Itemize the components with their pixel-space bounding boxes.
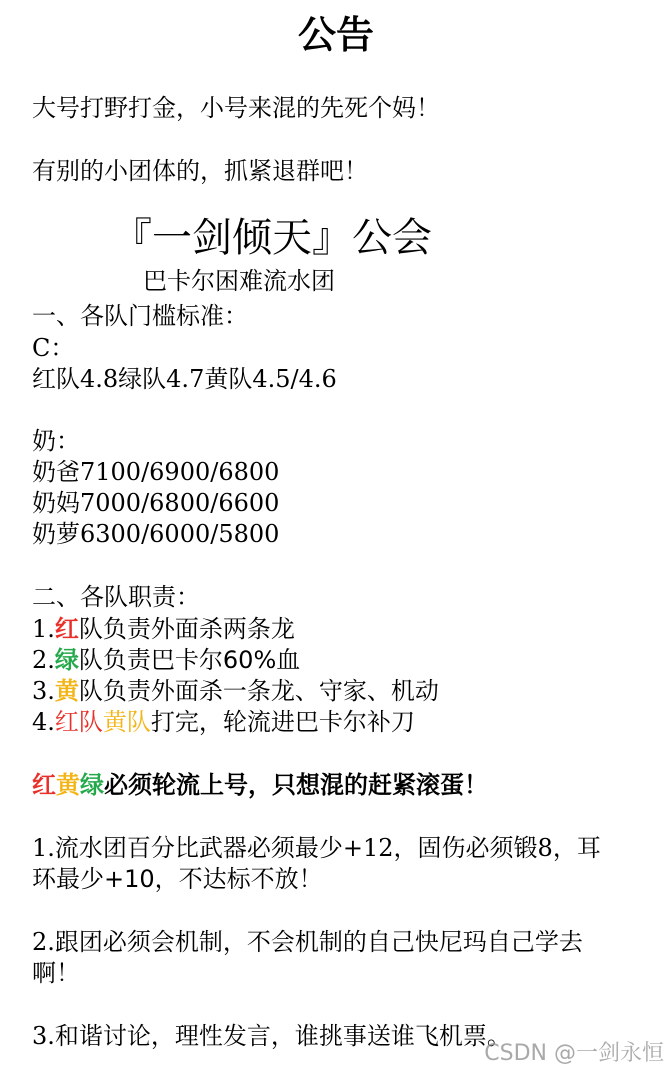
intro-line-2: 有别的小团体的，抓紧退群吧！: [32, 157, 368, 185]
duty-3: [32, 676, 439, 706]
duty-4-text: 打完，轮流进巴卡尔补刀: [150, 708, 415, 736]
section2-heading: 二、各队职责：: [32, 583, 200, 611]
csdn-watermark: CSDN @一剑永恒: [484, 1041, 664, 1066]
duty-2-text: 队负责巴卡尔60%血: [78, 646, 301, 674]
guild-subtitle: 巴卡尔困难流水团: [143, 267, 335, 295]
intro-line-1: 大号打野打金，小号来混的先死个妈！: [32, 94, 440, 122]
rule-2-line-1: 2.跟团必须会机制，不会机制的自己快尼玛自己学去: [32, 928, 583, 956]
rule-2-line-2: 啊！: [32, 959, 80, 987]
rule-1-line-2: 环最少+10，不达标不放！: [32, 865, 323, 893]
guild-name: 『一剑倾天』公会: [112, 215, 432, 261]
warning-green: 绿: [80, 771, 104, 799]
duty-3-number: 3.: [32, 677, 55, 705]
duty-3-text: 队负责外面杀一条龙、守家、机动: [78, 677, 439, 705]
duty-4-team-yellow: 黄队: [102, 708, 151, 736]
nai-line-2: 奶妈7000/6800/6600: [32, 489, 280, 517]
c-thresholds: 红队4.8绿队4.7黄队4.5/4.6: [32, 365, 337, 393]
warning-line: [32, 770, 488, 800]
duty-4-number: 4.: [32, 708, 55, 736]
duty-1-text: 队负责外面杀两条龙: [78, 615, 295, 643]
rule-1-line-1: 1.流水团百分比武器必须最少+12，固伤必须锻8，耳: [32, 834, 601, 862]
nai-line-3: 奶萝6300/6000/5800: [32, 520, 280, 548]
warning-text: 必须轮流上号，只想混的赶紧滚蛋！: [104, 771, 488, 799]
duty-2-number: 2.: [32, 646, 55, 674]
duty-1: [32, 614, 295, 644]
rule-3: 3.和谐讨论，理性发言，谁挑事送谁飞机票。: [32, 1022, 511, 1050]
duty-2-team: 绿: [54, 646, 79, 674]
duty-4-team-red: 红队: [54, 708, 103, 736]
section1-heading: 一、各队门槛标准：: [32, 302, 248, 330]
duty-3-team: 黄: [54, 677, 79, 705]
page-title: 公告: [297, 13, 374, 57]
warning-yellow: 黄: [56, 771, 80, 799]
c-label: C：: [32, 334, 75, 362]
nai-label: 奶：: [32, 427, 80, 455]
nai-line-1: 奶爸7100/6900/6800: [32, 458, 280, 486]
duty-2: [32, 645, 300, 675]
duty-4: [32, 707, 415, 737]
warning-red: 红: [32, 771, 56, 799]
duty-1-number: 1.: [32, 615, 55, 643]
duty-1-team: 红: [54, 615, 79, 643]
